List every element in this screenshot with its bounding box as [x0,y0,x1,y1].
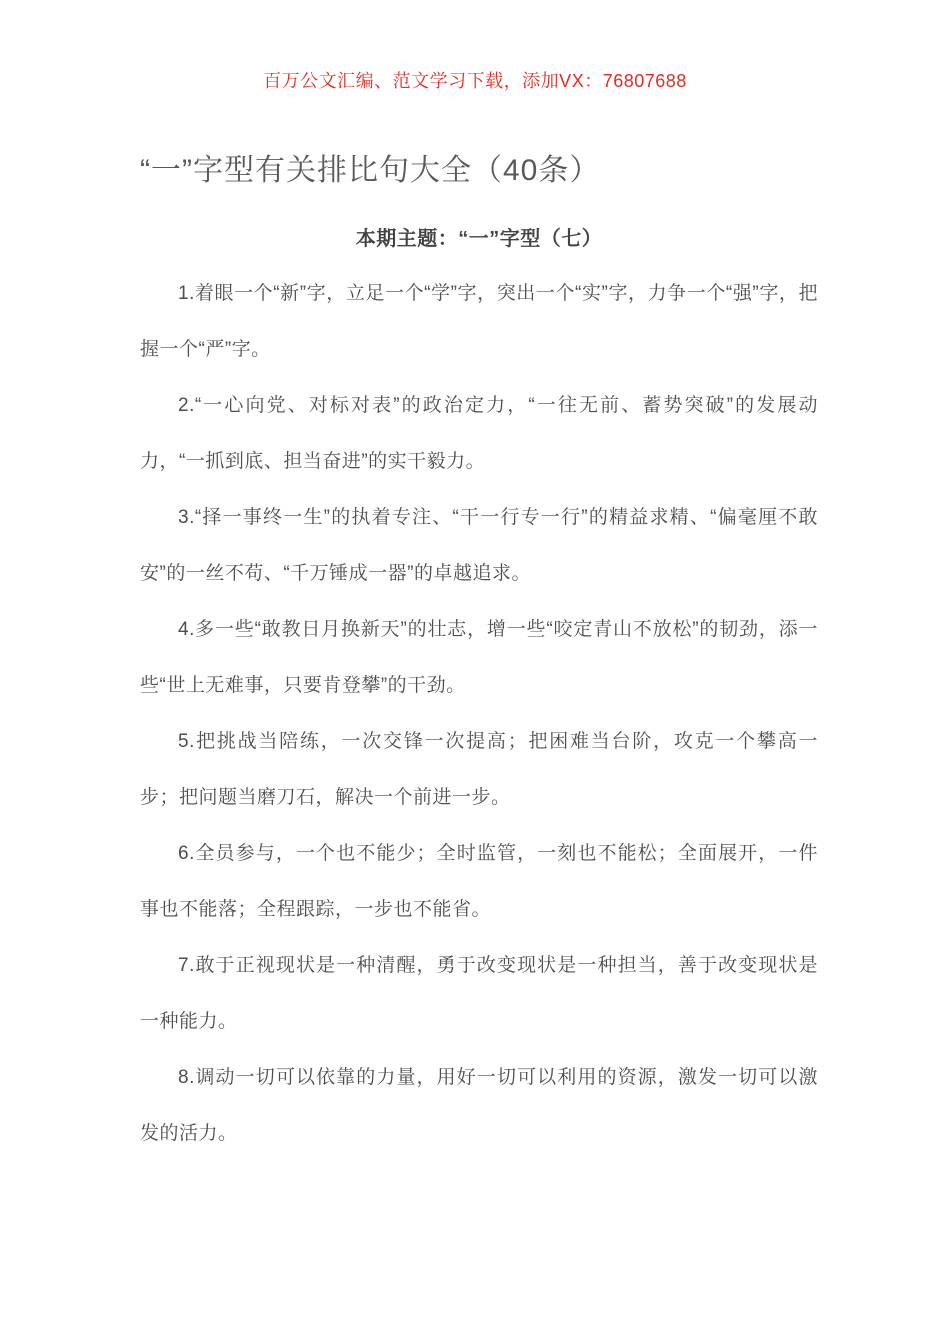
paragraph-4: 4.多一些“敢教日月换新天”的壮志，增一些“咬定青山不放松”的韧劲，添一些“世上无难事，只要肯登攀”的干劲。 [140,619,818,696]
promo-header-text: 百万公文汇编、范文学习下载，添加VX：76807688 [263,71,687,91]
paragraph-5: 5.把挑战当陪练，一次交锋一次提高；把困难当台阶，攻克一个攀高一步；把问题当磨刀石，解决一个前进一步。 [140,731,818,808]
paragraph-6: 6.全员参与，一个也不能少；全时监管，一刻也不能松；全面展开，一件事也不能落；全程跟踪，一步也不能省。 [140,843,818,920]
paragraph-1: 1.着眼一个“新”字，立足一个“学”字，突出一个“实”字，力争一个“强”字，把握一个“严”字。 [140,283,818,360]
document-subtitle: 本期主题：“一”字型（七） [355,228,603,250]
paragraph-2: 2.“一心向党、对标对表”的政治定力，“一往无前、蓄势突破”的发展动力，“一抓到底、担当奋进”的实干毅力。 [140,395,818,472]
paragraph-8: 8.调动一切可以依靠的力量，用好一切可以利用的资源，激发一切可以激发的活力。 [140,1067,818,1144]
document-body [140,266,818,1162]
paragraph-7: 7.敢于正视现状是一种清醒，勇于改变现状是一种担当，善于改变现状是一种能力。 [140,955,818,1032]
document-title: “一”字型有关排比句大全（40条） [140,154,601,187]
paragraph-3: 3.“择一事终一生”的执着专注、“干一行专一行”的精益求精、“偏毫厘不敢安”的一丝不苟、“千万锤成一器”的卓越追求。 [140,507,818,584]
